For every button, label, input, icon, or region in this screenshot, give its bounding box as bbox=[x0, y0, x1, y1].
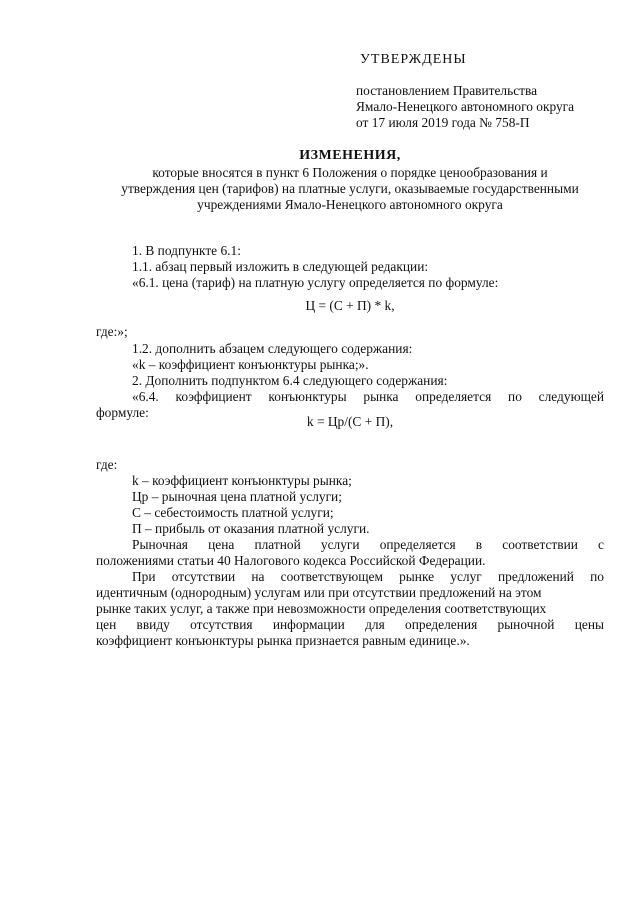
paragraph-line: Рыночная цена платной услуги определяется в соответствии с bbox=[132, 537, 604, 552]
formula-price: Ц = (С + П) * k, bbox=[305, 298, 395, 313]
approval-line-3: от 17 июля 2019 года № 758-П bbox=[356, 115, 530, 130]
paragraph-line: 1.2. дополнить абзацем следующего содержания: bbox=[132, 341, 413, 356]
paragraph-line: «6.1. цена (тариф) на платную услугу определяется по формуле: bbox=[132, 275, 499, 290]
paragraph-line: коэффициент конъюнктуры рынка признается равным единице.». bbox=[96, 633, 470, 648]
document-title: ИЗМЕНЕНИЯ, bbox=[299, 148, 401, 163]
paragraph-line: рынке таких услуг, а также при невозможности определения соответствующих bbox=[96, 601, 547, 616]
document-subtitle-2: утверждения цен (тарифов) на платные услуги, оказываемые государственными bbox=[121, 181, 579, 196]
document-subtitle-3: учреждениями Ямало-Ненецкого автономного округа bbox=[197, 197, 503, 212]
approval-line-2: Ямало-Ненецкого автономного округа bbox=[356, 99, 575, 114]
paragraph-line: 1. В подпункте 6.1: bbox=[132, 243, 241, 258]
definition-line: С – себестоимость платной услуги; bbox=[132, 505, 334, 520]
paragraph-line: идентичным (однородным) услугам или при отсутствии предложений на этом bbox=[96, 585, 542, 600]
document-subtitle-1: которые вносятся в пункт 6 Положения о порядке ценообразования и bbox=[152, 165, 548, 180]
approval-line-1: постановлением Правительства bbox=[356, 83, 538, 98]
paragraph-line: где: bbox=[96, 457, 118, 472]
paragraph-line: где:»; bbox=[96, 324, 128, 339]
paragraph-line: При отсутствии на соответствующем рынке услуг предложений по bbox=[132, 569, 604, 584]
definition-line: k – коэффициент конъюнктуры рынка; bbox=[132, 473, 352, 488]
paragraph-line: формуле: bbox=[96, 405, 149, 420]
paragraph-line: цен ввиду отсутствия информации для определения рыночной цены bbox=[96, 617, 604, 632]
paragraph-line: положениями статьи 40 Налогового кодекса Российской Федерации. bbox=[96, 553, 486, 568]
formula-coefficient: k = Цр/(С + П), bbox=[306, 414, 394, 429]
paragraph-line: 2. Дополнить подпунктом 6.4 следующего содержания: bbox=[132, 373, 448, 388]
definition-line: П – прибыль от оказания платной услуги. bbox=[132, 521, 370, 536]
paragraph-line: «6.4. коэффициент конъюнктуры рынка определяется по следующей bbox=[132, 389, 604, 404]
paragraph-line: «k – коэффициент конъюнктуры рынка;». bbox=[132, 357, 369, 372]
definition-line: Цр – рыночная цена платной услуги; bbox=[132, 489, 342, 504]
approval-title: УТВЕРЖДЕНЫ bbox=[360, 52, 467, 67]
paragraph-line: 1.1. абзац первый изложить в следующей редакции: bbox=[132, 259, 429, 274]
